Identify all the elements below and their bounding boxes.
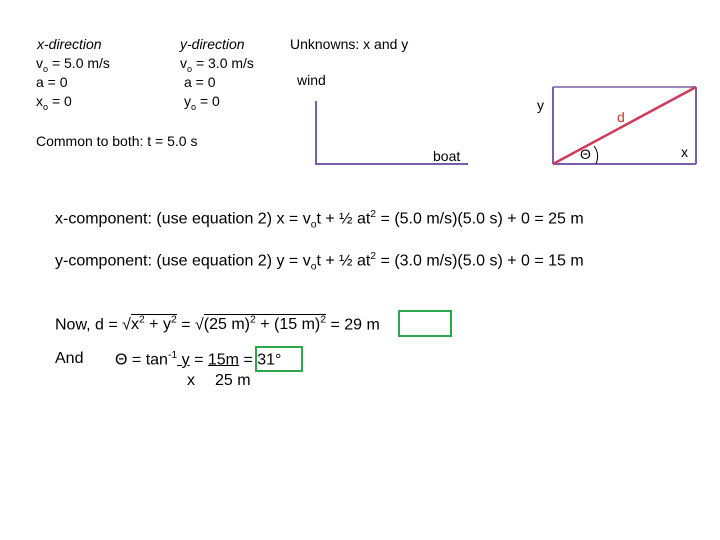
y-component-equation: y-component: (use equation 2) $y = v_ot$ + ½ $at^2 = (3.0$ m/s)(5.0 s) + 0 = 15 m	[55, 251, 584, 273]
theta-arc	[594, 146, 598, 164]
angle-result: 31°	[257, 351, 282, 369]
sqrt-symbol: √	[122, 316, 131, 334]
x-v0-line: $v_o = 5.0$ m/s	[36, 55, 110, 74]
distance-equation: Now, $d = √x^2 + y^2 = √(25$ m)$^2$ + (15 m)$^2$ = 29 m	[55, 315, 380, 334]
angle-result-box	[255, 346, 303, 372]
y-y0-line: $y_o = 0$	[184, 93, 220, 112]
x-accel-line: a = 0	[36, 74, 68, 90]
distance-result-box	[398, 310, 452, 337]
resultant-d-line	[553, 87, 696, 164]
angle-denominator-value: 25 m	[215, 372, 251, 389]
sqrt-radicand-1: $x^2 + y^2$	[130, 315, 177, 334]
x-component-equation: x-component: (use equation 2) $x = v_ot$ + ½ $at^2 = (5.0$ m/s)(5.0 s) + 0 = 25 m	[55, 209, 584, 231]
y-side-label: y	[537, 97, 544, 113]
sqrt-symbol-2: √	[194, 316, 204, 334]
x-x0-line: $x_o = 0$	[36, 93, 72, 112]
x-side-label: x	[681, 144, 688, 160]
y-direction-heading: y-direction	[180, 36, 245, 52]
distance-result: 29 m	[344, 316, 380, 334]
boat-label: boat	[433, 148, 461, 164]
angle-equation: $\Theta = \tan^{-1} y = 15m = 31^\circ$	[115, 350, 282, 369]
sqrt-radicand-2: (25 m)$^2$ + (15 m)$^2$	[203, 315, 327, 334]
common-time-label: Common to both: t = 5.0 s	[36, 133, 198, 149]
y-v0-line: $v_o = 3.0$ m/s	[180, 55, 254, 74]
wind-label: wind	[297, 72, 326, 88]
angle-denominator-x: x	[187, 372, 195, 389]
unknowns-label: Unknowns: x and y	[290, 36, 409, 52]
and-label: And	[55, 350, 84, 367]
d-label: d	[617, 109, 625, 125]
theta-label: Θ	[580, 146, 591, 162]
x-direction-heading: x-direction	[37, 36, 102, 52]
y-accel-line: a = 0	[184, 74, 216, 90]
